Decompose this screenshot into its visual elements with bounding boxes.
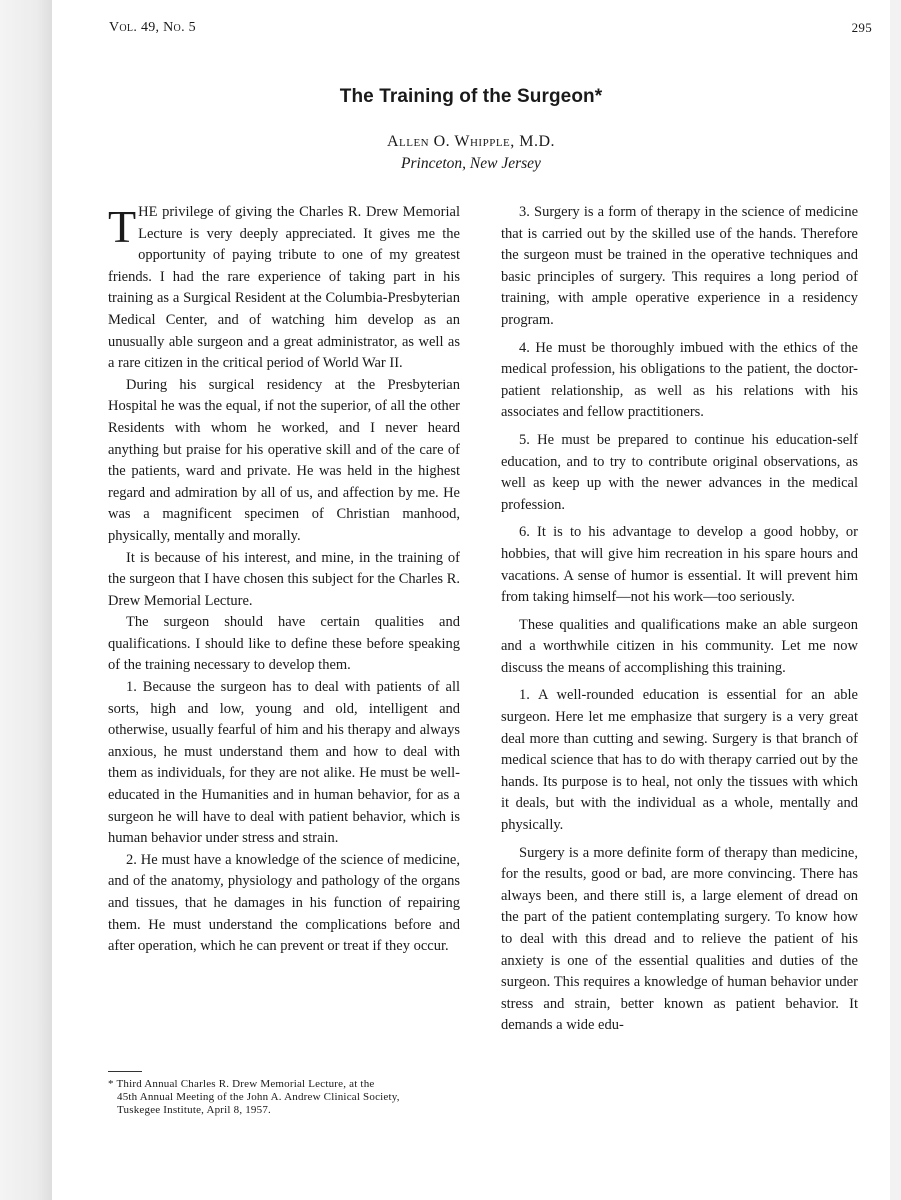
- article-title: The Training of the Surgeon*: [339, 86, 603, 107]
- paragraph: During his surgical residency at the Presbyterian Hospital he was the equal, if not the superior, of all the other Residents with whom he worked, and I never heard anything but praise for his operative skill and of the care of the patients, ward and private. He was held in the highest regard and admiration by all of us, and affection by me. He was a magnificent specimen of Christian manhood, physically, mentally and morally.: [108, 376, 460, 544]
- paragraph: 2. He must have a knowledge of the science of medicine, and of the anatomy, physiology and pathology of the organs and tissues, that he damages in his function of repairing them. He must understand the complications before and after operation, which he can prevent or treat if they occur.: [108, 851, 460, 955]
- page-number: 295: [851, 20, 872, 35]
- paragraph: THE privilege of giving the Charles R. Drew Memorial Lecture is very deeply appreciated. It gives me the opportunity of paying tribute to one of my greatest friends. I had the rare experience of taking part in his training as a Surgical Resident at the Columbia-Presbyterian Medical Center, and of watching him develop as an unusually able surgeon and a great administrator, as well as a rare citizen in the critical period of World War II.: [108, 201, 460, 372]
- paragraph: It is because of his interest, and mine, in the training of the surgeon that I have chosen this subject for the Charles R. Drew Memorial Lecture.: [108, 549, 460, 609]
- footnote-line: Tuskegee Institute, April 8, 1957.: [117, 1104, 271, 1116]
- paragraph: 4. He must be thoroughly imbued with the ethics of the medical profession, his obligations to the patient, the doctor-patient relationship, as well as his relations with his associates and fellow practitioners.: [501, 339, 858, 421]
- author-affiliation: Princeton, New Jersey: [401, 155, 541, 172]
- drop-cap: T: [108, 201, 137, 252]
- paragraph: 6. It is to his advantage to develop a good hobby, or hobbies, that will give him recreation in his spare hours and vacations. A sense of humor is essential. It will prevent him from taking himself—not his work—too seriously.: [501, 524, 858, 606]
- paragraph: The surgeon should have certain qualities and qualifications. I should like to define these before speaking of the training necessary to develop them.: [108, 614, 460, 674]
- journal-page: [52, 0, 890, 1200]
- footnote-rule: [108, 1071, 142, 1072]
- volume-issue: Vol. 49, No. 5: [109, 20, 196, 35]
- paragraph: 3. Surgery is a form of therapy in the science of medicine that is carried out by the skilled use of the hands. Therefore the surgeon must be trained in the operative techniques and basic principles of surgery. This requires a long period of training, with ample operative experience in a residency program.: [501, 204, 858, 328]
- footnote-line: 45th Annual Meeting of the John A. Andrew Clinical Society,: [117, 1091, 400, 1103]
- right-column: [501, 202, 858, 1037]
- paragraph: 1. Because the surgeon has to deal with patients of all sorts, high and low, young and old, intelligent and otherwise, usually fearful of him and his therapy and always anxious, he must understand them and how to deal with them as individuals, for they are not alike. He must be well-educated in the Humanities and in human behavior, for as a surgeon he will have to deal with patient behavior, which is human behavior under stress and strain.: [108, 679, 460, 847]
- running-head: [109, 20, 872, 40]
- footnote: [108, 1078, 460, 1117]
- article-author: Allen O. Whipple, M.D.: [386, 133, 556, 150]
- paragraph: 1. A well-rounded education is essential for an able surgeon. Here let me emphasize that surgery is a very great deal more than cutting and sewing. Surgery is that branch of medical science that has to do with therapy carried out by the hands. Its purpose is to heal, not only the tissues with which it deals, but with the individual as a whole, mentally and physically.: [501, 687, 858, 834]
- paragraph: These qualities and qualifications make an able surgeon and a worthwhile citizen in his community. Let me now discuss the means of accomplishing this training.: [501, 616, 858, 676]
- paragraph: 5. He must be prepared to continue his education-self education, and to try to contribute original observations, as well as keep up with the newer advances in the medical profession.: [501, 431, 858, 513]
- footnote-line: * Third Annual Charles R. Drew Memorial Lecture, at the: [108, 1078, 375, 1090]
- paragraph: Surgery is a more definite form of therapy than medicine, for the results, good or bad, are more convincing. There has always been, and there still is, a large element of dread on the part of the patient contemplating surgery. To know how to deal with this dread and to relieve the patient of his anxiety is one of the essential qualities and duties of the surgeon. This requires a knowledge of human behavior under stress and strain, better known as patient behavior. It demands a wide edu-: [501, 844, 858, 1034]
- left-column: [108, 202, 460, 958]
